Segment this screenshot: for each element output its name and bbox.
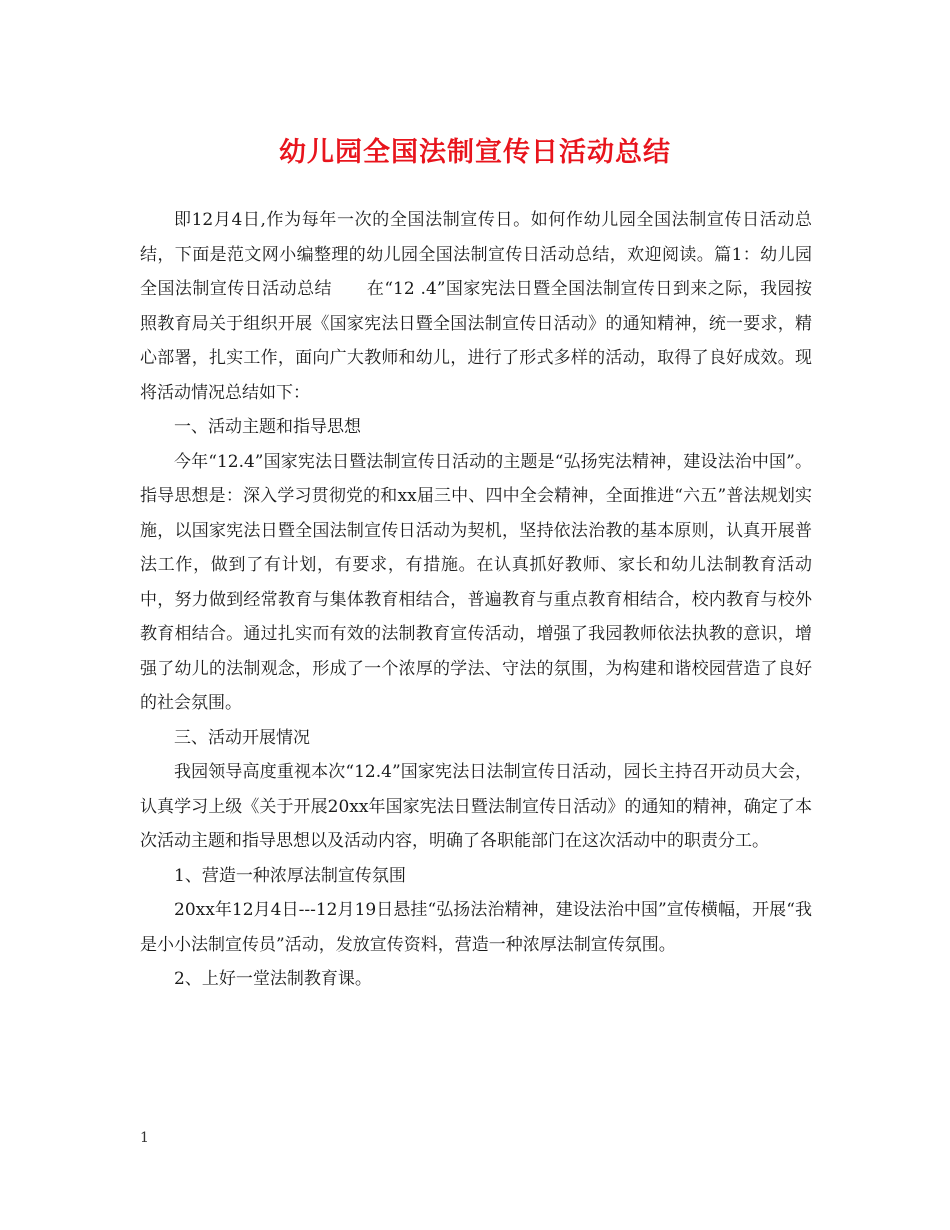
document-title: 幼儿园全国法制宣传日活动总结 xyxy=(279,137,671,168)
subheading-lesson: 2、上好一堂法制教育课。 xyxy=(174,969,372,989)
paragraph-theme: 今年“12.4”国家宪法日暨法制宣传日活动的主题是“弘扬宪法精神，建设法治中国”。指导思想是：深入学习贯彻党的和xx届三中、四中全会精神，全面推进“六五”普法规划实施，以国家宪法日暨全国法制宣传日活动为契机，坚持依法治教的基本原则，认真开展普法工作，做到了有计划，有要求，有措施。在认真抓好教师、家长和幼儿法制教育活动中，努力做到经常教育与集体教育相结合，普遍教育与重点教育相结合，校内教育与校外教育相结合。通过扎实而有效的法制教育宣传活动，增强了我园教师依法执教的意识，增强了幼儿的法制观念，形成了一个浓厚的学法、守法的氛围，为构建和谐校园营造了良好的社会氛围。 xyxy=(140,451,812,713)
paragraph-activities: 我园领导高度重视本次“12.4”国家宪法日法制宣传日活动，园长主持召开动员大会，认真学习上级《关于开展20xx年国家宪法日暨法制宣传日活动》的通知的精神，确定了本次活动主题和指导思想以及活动内容，明确了各职能部门在这次活动中的职责分工。 xyxy=(140,762,812,851)
paragraph-atmosphere: 20xx年12月4日---12月19日悬挂“弘扬法治精神，建设法治中国”宣传横幅，开展“我是小小法制宣传员”活动，发放宣传资料，营造一种浓厚法制宣传氛围。 xyxy=(140,900,812,955)
section-heading-theme: 一、活动主题和指导思想 xyxy=(174,417,361,437)
section-heading-activities: 三、活动开展情况 xyxy=(174,727,310,748)
subheading-atmosphere: 1、营造一种浓厚法制宣传氛围 xyxy=(174,865,406,886)
paragraph-intro: 即12月4日,作为每年一次的全国法制宣传日。如何作幼儿园全国法制宣传日活动总结，下面是范文网小编整理的幼儿园全国法制宣传日活动总结，欢迎阅读。篇1：幼儿园全国法制宣传日活动总结 在“12 .4”国家宪法日暨全国法制宣传日到来之际，我园按照教育局关于组织开展《国家宪法日暨全国法制宣传日活动》的通知精神，统一要求，精心部署，扎实工作，面向广大教师和幼儿，进行了形式多样的活动，取得了良好成效。现将活动情况总结如下： xyxy=(140,210,812,403)
document-body xyxy=(140,203,812,997)
page-number: 1 xyxy=(140,1130,149,1146)
